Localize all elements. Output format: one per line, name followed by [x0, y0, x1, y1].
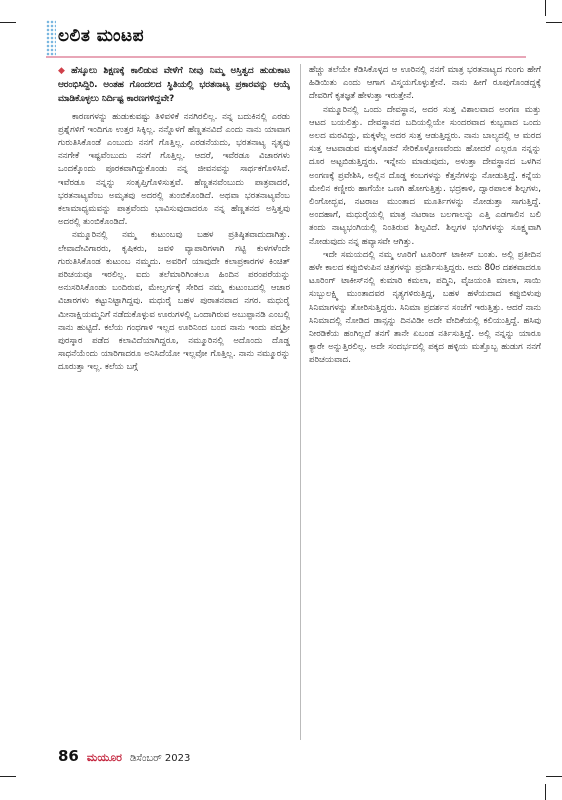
crop-mark: [546, 22, 562, 23]
left-column: [58, 64, 290, 740]
right-column: [309, 64, 541, 740]
page-number: 86: [58, 747, 79, 765]
dot-pattern-decoration: [46, 20, 56, 56]
page-footer: [58, 747, 190, 767]
diamond-bullet-icon: ◆: [58, 66, 69, 76]
paragraph: ಕಾರಣಗಳನ್ನು ಹುಡುಕುವಷ್ಟು ತಿಳಿವಳಿಕೆ ನನಗಿರಲಿಲ್ಲ. ನನ್ನ ಬದುಕಿನಲ್ಲಿ ಎರಡು ಪ್ರಶ್ನೆಗಳಿಗೆ ಇಂದಿಗೂ ಉತ್ತರ ಸಿಕ್ಕಿಲ್ಲ. ನನ್ನೊಳಗೆ ಹೆಣ್ಣತನವಿದೆ ಎಂದು ನಾನು ಯಾವಾಗ ಗುರುತಿಸಿಕೊಂಡೆ ಎಂಬುದು ನನಗೆ ಗೊತ್ತಿಲ್ಲ. ಎರಡನೆಯದು, ಭರತನಾಟ್ಯ ನೃತ್ಯವು ನನಗೇಕೆ ಇಷ್ಟವೆಂಬುದು ನನಗೆ ಗೊತ್ತಿಲ್ಲ. ಆದರೆ, ಇವೆರಡೂ ವಿಚಾರಗಳು ಒಂದಕ್ಕೊಂದು ಪೂರಕವಾಗಿದ್ದುಕೊಂಡು ನನ್ನ ಜೀವನವನ್ನು ಸಾರ್ಥಕಗೊಳಿಸಿವೆ. ಇವೆರಡೂ ನನ್ನನ್ನು ಸಂತೃಪ್ತಿಗೊಳಿಸುತ್ತವೆ. ಹೆಣ್ಣತನವೆಂಬುದು ಪಾತ್ರವಾದರೆ, ಭರತನಾಟ್ಯವೆಂಬ ಅಮೃತವು ಅದರಲ್ಲಿ ತುಂಬಿಕೊಂಡಿದೆ. ಅಥವಾ ಭರತನಾಟ್ಯವೆಂಬ ಕಲಾಮಾಧ್ಯಮವನ್ನು ಪಾತ್ರವೆಂದು ಭಾವಿಸುವುದಾದರೂ ನನ್ನ ಹೆಣ್ಣತನದ ಅಸ್ತಿತ್ವವು ಅದರಲ್ಲಿ ತುಂಬಿಕೊಂಡಿದೆ.: [58, 111, 290, 228]
interview-question: [58, 64, 290, 107]
section-header: [46, 20, 526, 58]
crop-mark: [545, 0, 546, 16]
crop-mark: [545, 784, 546, 800]
paragraph: ಹೆಚ್ಚು ತಲೆಯೇ ಕೆಡಿಸಿಕೊಳ್ಳದ ಆ ಊರಿನಲ್ಲಿ ನನಗೆ ಮಾತ್ರ ಭರತನಾಟ್ಯದ ಗುಂಗು ಹೇಗೆ ಹಿಡಿಯಿತು ಎಂದು ಆಗಾಗ ವಿಸ್ಮಯಗೊಳ್ಳುತ್ತೇನೆ. ನಾನು ಹೀಗೆ ರೂಪುಗೊಂಡದ್ದಕ್ಕೆ ದೇವರಿಗೆ ಕೃತಜ್ಞತೆ ಹೇಳುತ್ತಾ ಇರುತ್ತೇನೆ.: [309, 65, 541, 102]
crop-mark: [0, 776, 16, 777]
paragraph: ನಮ್ಮೂರಿನಲ್ಲಿ ಒಂದು ದೇವಸ್ಥಾನ, ಅದರ ಸುತ್ತ ವಿಶಾಲವಾದ ಅಂಗಣ ಮತ್ತು ಆಟದ ಬಯಲಿತ್ತು. ದೇವಸ್ಥಾನದ ಬದಿಯಲ್ಲಿಯೇ ಸುಂದರವಾದ ಕುಬ್ಬವಾದ ಒಂದು ಅಲದ ಮರವಿದ್ದು, ಮಕ್ಕಳೆಲ್ಲ ಅದರ ಸುತ್ತ ಆಡುತ್ತಿದ್ದರು. ನಾನು ಬಾಲ್ಯದಲ್ಲಿ ಆ ಮರದ ಸುತ್ತ ಆಟವಾಡುವ ಮಕ್ಕಳೊಡನೆ ಸೇರಿಕೊಳ್ಳೋಣವೆಂದು ಹೋದರೆ ಎಲ್ಲರೂ ನನ್ನನ್ನು ದೂರ ಅಟ್ಟಬಿಡುತ್ತಿದ್ದರು. ಇನ್ನೇನು ಮಾಡುವುದು, ಅಳುತ್ತಾ ದೇವಸ್ಥಾನದ ಒಳಗಿನ ಅಂಗಣಕ್ಕೆ ಪ್ರವೇಶಿಸಿ, ಅಲ್ಲಿನ ದೊಡ್ಡ ಕಂಬಗಳನ್ನು ಕೆತ್ತನೆಗಳನ್ನು ನೋಡುತ್ತಿದ್ದೆ. ಕನ್ನೆಯ ಮೇಲಿನ ಕಣ್ಣೀರು ಹಾಗೆಯೇ ಒಣಗಿ ಹೋಗುತ್ತಿತ್ತು. ಭದ್ರಕಾಳಿ, ದ್ವಾರಪಾಲಕ ಶಿಲ್ಪಗಳು, ಲಿಂಗೋದ್ಭವ, ನಟರಾಜ ಮುಂತಾದ ಮೂರ್ತಿಗಳನ್ನು ನೋಡುತ್ತಾ ಸಾಗುತ್ತಿದ್ದೆ. ಅಂದಹಾಗೆ, ಮಧುರೈಯಲ್ಲಿ ಮಾತ್ರ ನಟರಾಜ ಬಲಗಾಲನ್ನು ಎತ್ತಿ ಎಡಗಾಲಿನ ಬಲಿ ತಂದು ನಾಟ್ಯಭಂಗಿಯಲ್ಲಿ ನಿಂತಿರುವ ಶಿಲ್ಪವಿದೆ. ಶಿಲ್ಪಗಳ ಭಂಗಿಗಳನ್ನು ಸೂಕ್ಷ್ಮವಾಗಿ ನೋಡುವುದು ನನ್ನ ಹವ್ಯಾಸವೇ ಆಗಿತ್ತು.: [309, 104, 541, 247]
crop-mark: [0, 22, 16, 23]
crop-mark: [546, 776, 562, 777]
header-rule: [46, 56, 526, 58]
paragraph: ನಮ್ಮೂರಿನಲ್ಲಿ ನಮ್ಮ ಕುಟುಂಬವು ಬಹಳ ಪ್ರತಿಷ್ಠಿತವಾದುದಾಗಿತ್ತು. ಲೇವಾದೇವಿಗಾರರು, ಕೃಷಿಕರು, ಜವಳಿ ವ್ಯಾಪಾರಿಗಳಾಗಿ ಗಟ್ಟಿ ಕುಳಗಳೆಂದೇ ಗುರುತಿಸಿಕೊಂಡ ಕುಟುಂಬ ನಮ್ಮದು. ಅವರಿಗೆ ಯಾವುದೇ ಕಲಾಪ್ರಕಾರಗಳ ಕಿಂಚಿತ್ ಪರಿಚಯವೂ ಇರಲಿಲ್ಲ. ಐದು ತಲೆಮಾರಿಗಿಂತಲೂ ಹಿಂದಿನ ಪರಂಪರೆಯನ್ನು ಅನುಸರಿಸಿಕೊಂಡು ಬಂದಿರುವ, ಮೇಲ್ವರ್ಗಕ್ಕೆ ಸೇರಿದ ನಮ್ಮ ಕುಟುಂಬದಲ್ಲಿ ಆಚಾರ ವಿಚಾರಗಳು ಕಟ್ಟುನಿಟ್ಟಾಗಿದ್ದವು. ಮಧುರೈ ಬಹಳ ಪುರಾತನವಾದ ನಗರ. ಮಧುರೈ ಮೀನಾಕ್ಷಿಯಮ್ಮನಿಗೆ ನಡೆದುಕೊಳ್ಳುವ ಊರುಗಳಲ್ಲಿ ಒಂದಾಗಿರುವ ಅಬುಪ್ಪಾನಡಿ ಎಂಬಲ್ಲಿ ನಾನು ಹುಟ್ಟಿದೆ. ಕಲೆಯ ಗಂಧಗಾಳಿ ಇಲ್ಲದ ಊರಿನಿಂದ ಬಂದ ನಾನು ಇಂದು ಪದ್ಮಶ್ರೀ ಪುರಸ್ಕಾರ ಪಡೆದ ಕಲಾವಿದೆಯಾಗಿದ್ದರೂ, ನಮ್ಮೂರಿನಲ್ಲಿ ಅದೊಂದು ದೊಡ್ಡ ಸಾಧನೆಯೆಂದು ಯಾರಿಗಾದರೂ ಅನಿಸಿದೆಯೋ ಇಲ್ಲವೋ ಗೊತ್ತಿಲ್ಲ. ನಾನು ನಮ್ಮೂರನ್ನು ದೂರುತ್ತಾ ಇಲ್ಲ. ಕಲೆಯ ಬಗ್ಗೆ: [58, 230, 290, 373]
column-divider: [300, 64, 301, 740]
question-text: ಹೆಸ್ಕೂಲು ಶಿಕ್ಷಣಕ್ಕೆ ಕಾಲಿಡುವ ವೇಳೆಗೆ ನೀವು ನಿಮ್ಮ ಅಸ್ತಿತ್ವದ ಹುಡುಕಾಟ ಆರಂಭಿಸಿದ್ದಿರಿ. ಅಂತಹ ಗೊಂದಲದ ಸ್ಥಿತಿಯಲ್ಲಿ ಭರತನಾಟ್ಯ ಪ್ರಕಾರವನ್ನು ಆಯ್ಕೆ ಮಾಡಿಕೊಳ್ಳಲು ನಿರ್ದಿಷ್ಟ ಕಾರಣಗಳಿದ್ದವೇ?: [58, 66, 290, 105]
section-title: ಲಲಿತ ಮಂಟಪ: [58, 26, 144, 46]
magazine-name: ಮಯೂರ: [86, 751, 122, 764]
issue-date: ಡಿಸೆಂಬರ್ 2023: [129, 753, 191, 764]
paragraph: ಇದೇ ಸಮಯದಲ್ಲಿ ನಮ್ಮ ಊರಿಗೆ ಟೂರಿಂಗ್ ಟಾಕೀಸ್ ಬಂತು. ಅಲ್ಲಿ ಪ್ರತೀದಿನ ಹಳೇ ಕಾಲದ ಕಪ್ಪುಬಿಳುಪಿನ ಚಿತ್ರಗಳನ್ನು ಪ್ರದರ್ಶಿಸುತ್ತಿದ್ದರು. ಅದು 80ರ ದಶಕವಾದರೂ ಟೂರಿಂಗ್ ಟಾಕೀಸ್‌ನಲ್ಲಿ ಕುಮಾರಿ ಕಮಲಾ, ಪದ್ಮಿನಿ, ವೈಜಯಂತಿ ಮಾಲಾ, ಸಾಯಿ ಸುಬ್ಬುಲಕ್ಷ್ಮಿ ಮುಂತಾದವರ ನೃತ್ಯಗಳಿರುತ್ತಿದ್ದ, ಬಹಳ ಹಳೆಯದಾದ ಕಪ್ಪುಬಿಳುಪು ಸಿನಿಮಾಗಳನ್ನು ತೋರಿಸುತ್ತಿದ್ದರು. ಸಿನಿಮಾ ಪ್ರದರ್ಶನ ಸಂಜೆಗೆ ಇರುತ್ತಿತ್ತು. ಆದರೆ ನಾನು ಸಿನಿಮಾದಲ್ಲಿ ನೋಡಿದ ಡಾನ್ಸನ್ನು ದಿನವಿಡೀ ಅದೇ ವೇದಿಕೆಯಲ್ಲಿ ಕಲಿಯುತ್ತಿದ್ದೆ. ಹಸಿವು ನೀರಡಿಕೆಯ ಹಂಗಿಲ್ಲದೆ ತನಗೆ ತಾನೇ ಏಬಂಡ ನರ್ತಿಸುತ್ತಿದ್ದೆ. ಅಲ್ಲಿ ನನ್ನನ್ನು ಯಾರೂ ಕ್ಯಾರೇ ಅನ್ನುತ್ತಿರಲಿಲ್ಲ. ಅದೇ ಸಂದರ್ಭದಲ್ಲಿ ಪಕ್ಕದ ಹಳ್ಳಿಯ ಮತ್ತೊಬ್ಬ ಹುಡುಗ ನನಗೆ ಪರಿಚಯವಾದ.: [309, 249, 541, 366]
